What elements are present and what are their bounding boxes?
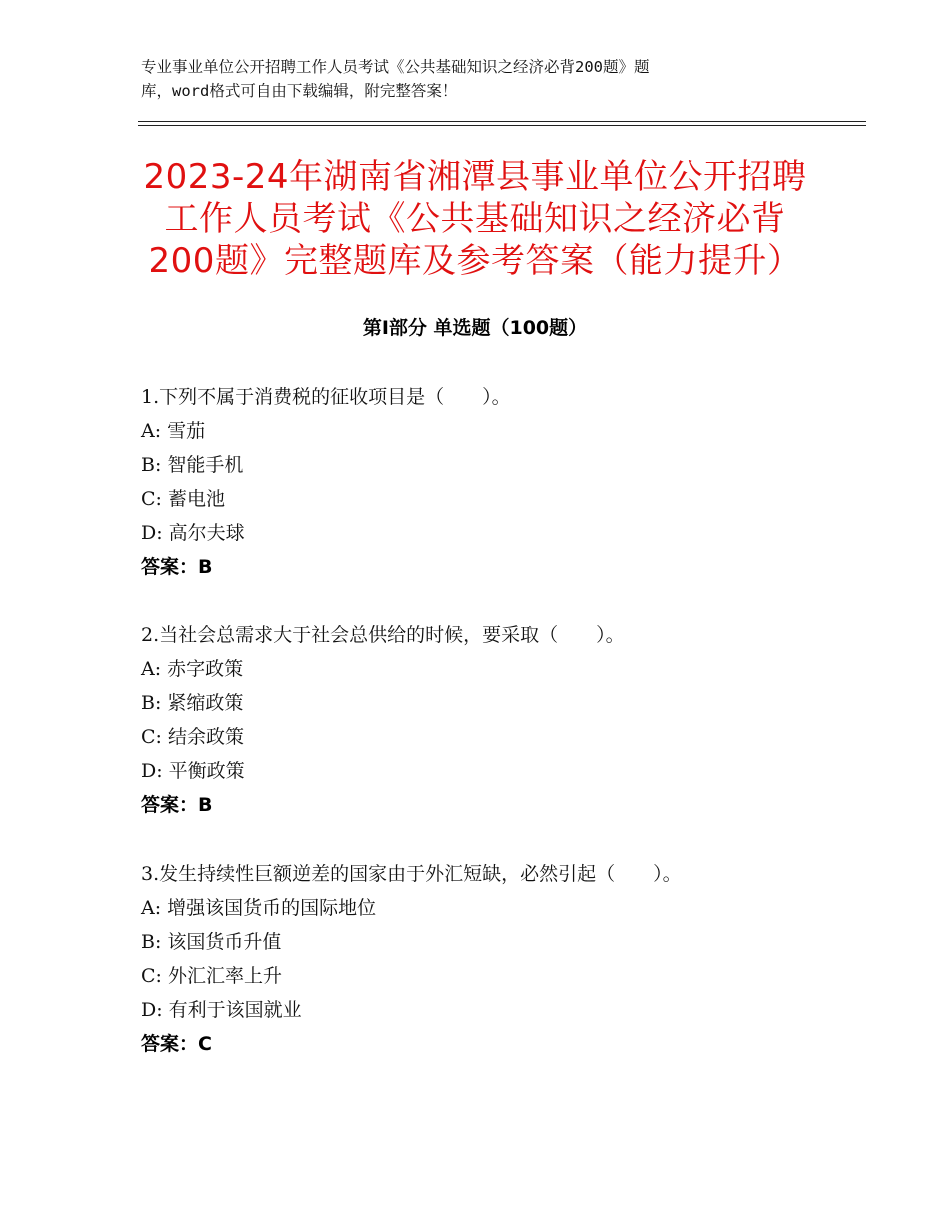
title-line-2: 工作人员考试《公共基础知识之经济必背	[164, 199, 786, 239]
option-d: D: 高尔夫球	[141, 522, 245, 544]
question-2	[141, 618, 901, 822]
question-stem: 2.当社会总需求大于社会总供给的时候，要采取（ ）。	[141, 624, 625, 646]
option-b: B: 智能手机	[141, 454, 244, 476]
question-1	[141, 380, 901, 584]
option-b: B: 紧缩政策	[141, 692, 244, 714]
option-b: B: 该国货币升值	[141, 931, 282, 953]
option-c: C: 外汇汇率上升	[141, 965, 282, 987]
option-d: D: 有利于该国就业	[141, 999, 302, 1021]
option-a: A: 雪茄	[141, 420, 206, 442]
document-title	[120, 156, 830, 282]
header-divider-top	[138, 121, 866, 122]
answer-label: 答案：B	[141, 794, 213, 816]
section-title: 第Ⅰ部分 单选题（100题）	[362, 317, 588, 339]
header-divider-bottom	[138, 125, 866, 126]
title-line-1: 2023-24年湖南省湘潭县事业单位公开招聘	[143, 157, 807, 197]
option-a: A: 赤字政策	[141, 658, 244, 680]
question-3	[141, 857, 901, 1061]
question-stem: 1.下列不属于消费税的征收项目是（ ）。	[141, 386, 511, 408]
option-a: A: 增强该国货币的国际地位	[141, 897, 377, 919]
option-c: C: 结余政策	[141, 726, 244, 748]
answer-label: 答案：C	[141, 1033, 212, 1055]
document-header-note	[141, 55, 761, 103]
answer-label: 答案：B	[141, 556, 213, 578]
question-stem: 3.发生持续性巨额逆差的国家由于外汇短缺，必然引起（ ）。	[141, 863, 682, 885]
title-line-3: 200题》完整题库及参考答案（能力提升）	[148, 241, 802, 281]
option-d: D: 平衡政策	[141, 760, 245, 782]
header-note-line-2: 库，word格式可自由下载编辑，附完整答案！	[141, 82, 458, 100]
header-note-line-1: 专业事业单位公开招聘工作人员考试《公共基础知识之经济必背200题》题	[141, 58, 650, 76]
option-c: C: 蓄电池	[141, 488, 225, 510]
